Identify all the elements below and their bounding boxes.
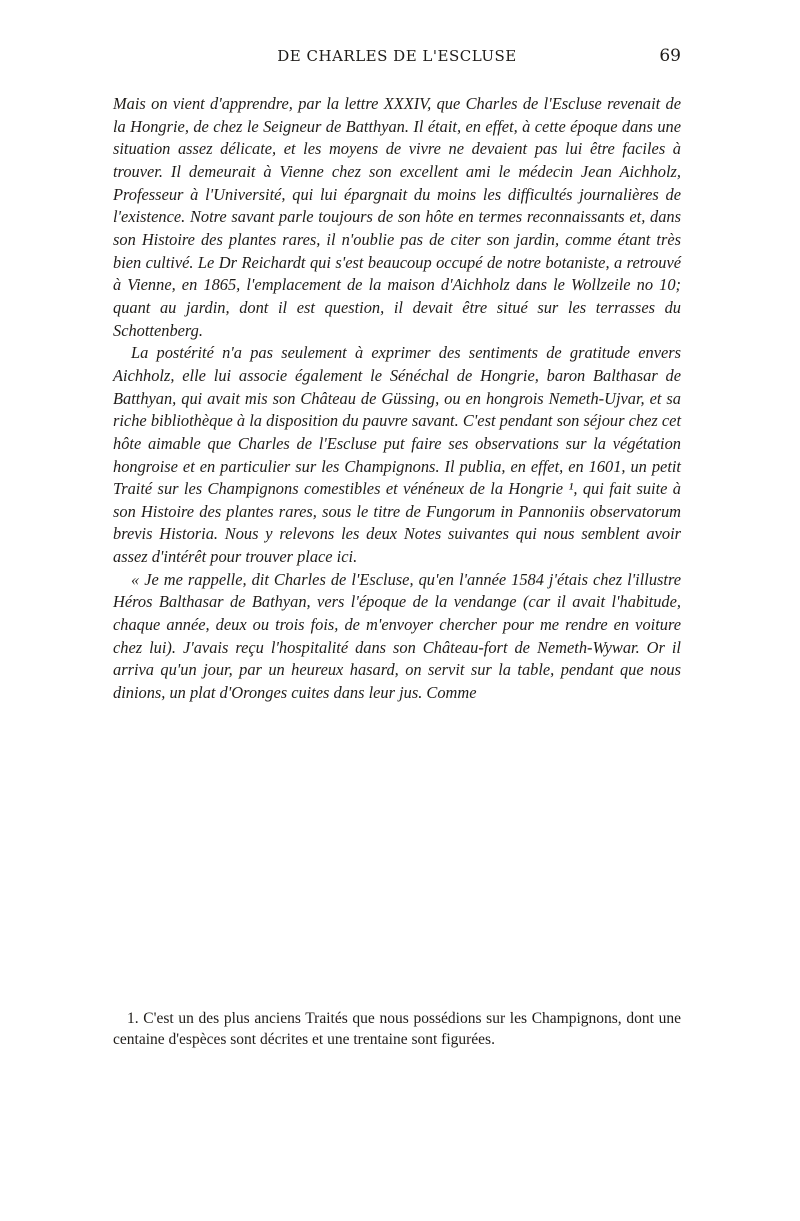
footnote-text: 1. C'est un des plus anciens Traités que nous possédions sur les Champignons, dont une centaine d'espèces sont décrites et une trentaine sont figurées. — [113, 1010, 681, 1048]
running-title: DE CHARLES DE L'ESCLUSE — [277, 47, 517, 65]
main-text — [113, 93, 681, 705]
page-number: 69 — [659, 46, 681, 66]
page-header — [113, 47, 681, 73]
footnote — [113, 1009, 681, 1050]
paragraph-1: Mais on vient d'apprendre, par la lettre XXXIV, que Charles de l'Escluse revenait de la Hongrie, de chez le Seigneur de Batthyan. Il était, en effet, à cette époque dans une situation assez délicate, et les moyens de vivre ne devaient pas lui être faciles à trouver. Il demeurait à Vienne chez son excellent ami le médecin Jean Aichholz, Professeur à l'Université, qui lui épargnait du moins les difficultés journalières de l'existence. Notre savant parle toujours de son hôte en termes reconnaissants et, dans son Histoire des plantes rares, il n'oublie pas de citer son jardin, comme étant très bien cultivé. Le Dr Reichardt qui s'est beaucoup occupé de notre botaniste, a retrouvé à Vienne, en 1865, l'emplacement de la maison d'Aichholz dans le Wollzeile no 10; quant au jardin, dont il est question, il devait être situé sur les terrasses du Schottenberg. — [113, 94, 681, 340]
paragraph-2: La postérité n'a pas seulement à exprimer des sentiments de gratitude envers Aichholz, elle lui associe également le Sénéchal de Hongrie, baron Balthasar de Batthyan, qui avait mis son Château de Güssing, ou en hongrois Nemeth-Ujvar, et sa riche bibliothèque à la disposition du pauvre savant. C'est pendant son séjour chez cet hôte aimable que Charles de l'Escluse put faire ses observations sur la végétation hongroise et en particulier sur les Champignons. Il publia, en effet, en 1601, un petit Traité sur les Champignons comestibles et vénéneux de la Hongrie ¹, qui fait suite à son Histoire des plantes rares, sous le titre de Fungorum in Pannoniis observatorum brevis Historia. Nous y relevons les deux Notes suivantes qui nous semblent avoir assez d'intérêt pour trouver place ici. — [113, 343, 681, 567]
paragraph-3: « Je me rappelle, dit Charles de l'Escluse, qu'en l'année 1584 j'étais chez l'illustre Héros Balthasar de Bathyan, vers l'époque de la vendange (car il avait l'habitude, chaque année, deux ou trois fois, de m'envoyer chercher pour me rendre en voiture chez lui). J'avais reçu l'hospitalité dans son Château-fort de Nemeth-Wywar. Or il arriva qu'un jour, par un heureux hasard, on servit sur la table, pendant que nous dinions, un plat d'Oronges cuites dans leur jus. Comme — [113, 569, 681, 703]
